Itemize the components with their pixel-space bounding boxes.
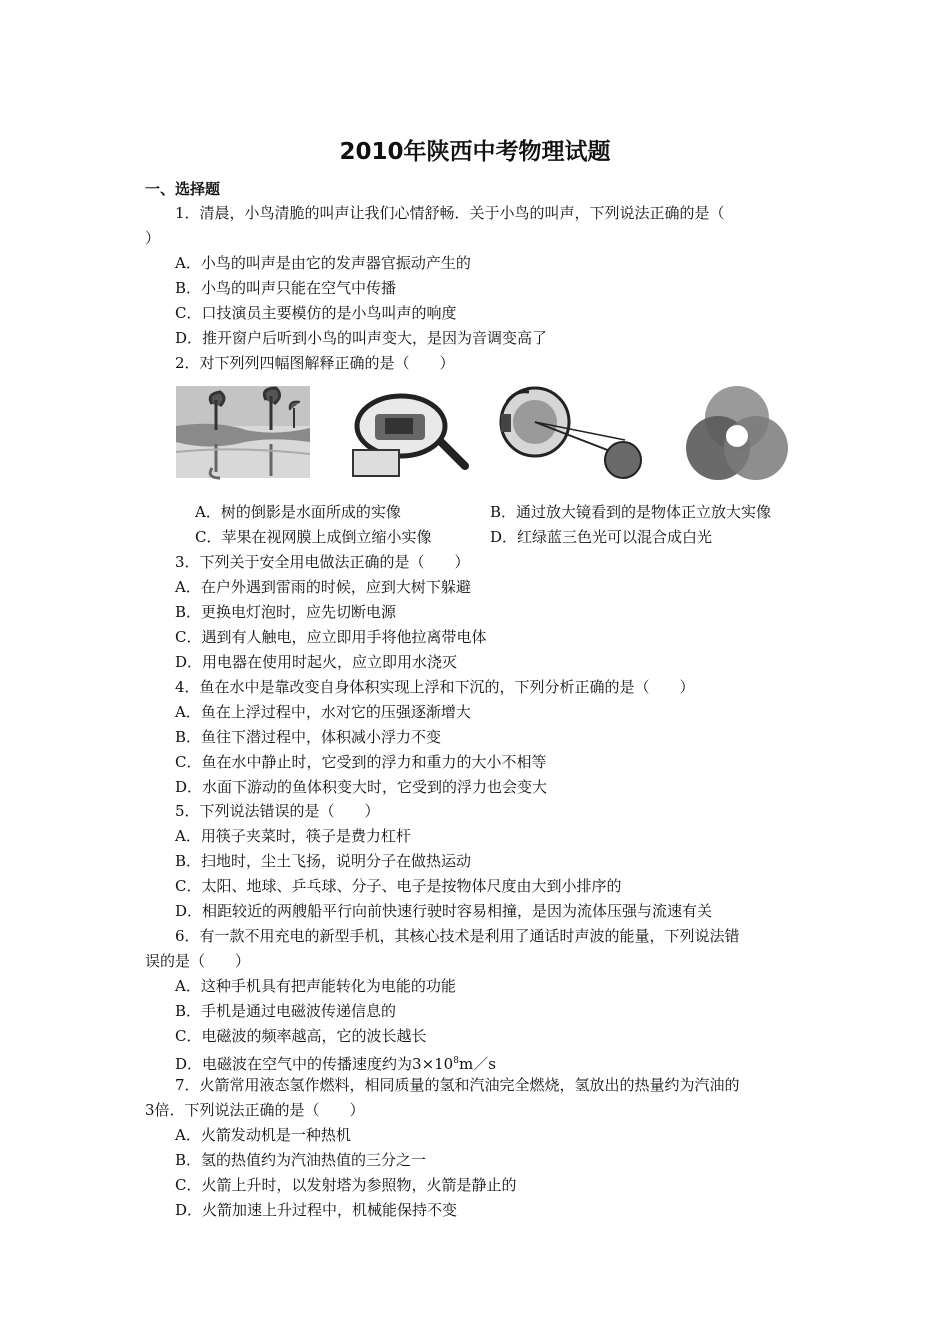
question-3-stem: 3．下列关于安全用电做法正确的是（ ） [175, 553, 470, 571]
question-2-option-d: D．红绿蓝三色光可以混合成白光 [490, 528, 713, 546]
option-d-text: D．电磁波在空气中的传播速度约为3×10 [175, 1055, 454, 1073]
question-3-option-b: B．更换电灯泡时，应先切断电源 [175, 603, 397, 621]
tree-reflection-figure [176, 380, 310, 484]
question-4-stem: 4．鱼在水中是靠改变自身体积实现上浮和下沉的，下列分析正确的是（ ） [175, 678, 695, 696]
question-7-option-c: C．火箭上升时，以发射塔为参照物，火箭是静止的 [175, 1176, 517, 1194]
question-5-option-c: C．太阳、地球、乒乓球、分子、电子是按物体尺度由大到小排序的 [175, 877, 622, 895]
question-4-option-a: A．鱼在上浮过程中，水对它的压强逐渐增大 [175, 703, 471, 721]
exponent: 8 [453, 1056, 459, 1066]
unit: m／s [458, 1055, 496, 1073]
question-2-option-a: A．树的倒影是水面所成的实像 [195, 503, 401, 521]
question-3-option-d: D．用电器在使用时起火，应立即用水浇灭 [175, 653, 458, 671]
question-7-stem-cont: 3倍．下列说法正确的是（ ） [145, 1101, 365, 1119]
question-4-option-b: B．鱼往下潜过程中，体积减小浮力不变 [175, 728, 442, 746]
question-6-option-d [175, 1051, 496, 1074]
question-1-option-b: B．小鸟的叫声只能在空气中传播 [175, 279, 397, 297]
question-1-stem: 1．清晨，小鸟清脆的叫声让我们心情舒畅．关于小鸟的叫声，下列说法正确的是（ [175, 204, 725, 222]
question-6-stem: 6．有一款不用充电的新型手机，其核心技术是利用了通话时声波的能量，下列说法错 [175, 927, 740, 945]
question-1-option-a: A．小鸟的叫声是由它的发声器官振动产生的 [175, 254, 471, 272]
question-7-option-d: D．火箭加速上升过程中，机械能保持不变 [175, 1201, 458, 1219]
question-5-stem: 5．下列说法错误的是（ ） [175, 802, 380, 820]
section-heading: 一、选择题 [145, 180, 221, 198]
question-2-option-b: B．通过放大镜看到的是物体正立放大实像 [490, 503, 772, 521]
eye-apple-figure [495, 380, 645, 484]
question-1-stem-cont: ） [145, 229, 161, 247]
magnifier-figure [345, 380, 469, 484]
question-2-stem: 2．对下列列四幅图解释正确的是（ ） [175, 354, 455, 372]
question-7-option-a: A．火箭发动机是一种热机 [175, 1126, 351, 1144]
question-5-option-b: B．扫地时，尘土飞扬，说明分子在做热运动 [175, 852, 472, 870]
question-6-option-b: B．手机是通过电磁波传递信息的 [175, 1002, 397, 1020]
question-4-option-c: C．鱼在水中静止时，它受到的浮力和重力的大小不相等 [175, 753, 547, 771]
question-6-option-c: C．电磁波的频率越高，它的波长越长 [175, 1027, 427, 1045]
question-1-option-c: C．口技演员主要模仿的是小鸟叫声的响度 [175, 304, 457, 322]
page-title: 2010年陕西中考物理试题 [339, 139, 611, 165]
question-3-option-c: C．遇到有人触电，应立即用手将他拉离带电体 [175, 628, 487, 646]
question-3-option-a: A．在户外遇到雷雨的时候，应到大树下躲避 [175, 578, 471, 596]
question-2-option-c: C．苹果在视网膜上成倒立缩小实像 [195, 528, 432, 546]
question-1-option-d: D．推开窗户后听到小鸟的叫声变大，是因为音调变高了 [175, 329, 548, 347]
color-mixing-figure [680, 380, 794, 484]
question-5-option-a: A．用筷子夹菜时，筷子是费力杠杆 [175, 827, 411, 845]
question-7-stem: 7．火箭常用液态氢作燃料，相同质量的氢和汽油完全燃烧，氢放出的热量约为汽油的 [175, 1076, 740, 1094]
question-4-option-d: D．水面下游动的鱼体积变大时，它受到的浮力也会变大 [175, 778, 548, 796]
question-6-option-a: A．这种手机具有把声能转化为电能的功能 [175, 977, 456, 995]
question-5-option-d: D．相距较近的两艘船平行向前快速行驶时容易相撞，是因为流体压强与流速有关 [175, 902, 713, 920]
question-7-option-b: B．氢的热值约为汽油热值的三分之一 [175, 1151, 427, 1169]
question-6-stem-cont: 误的是（ ） [145, 952, 251, 970]
